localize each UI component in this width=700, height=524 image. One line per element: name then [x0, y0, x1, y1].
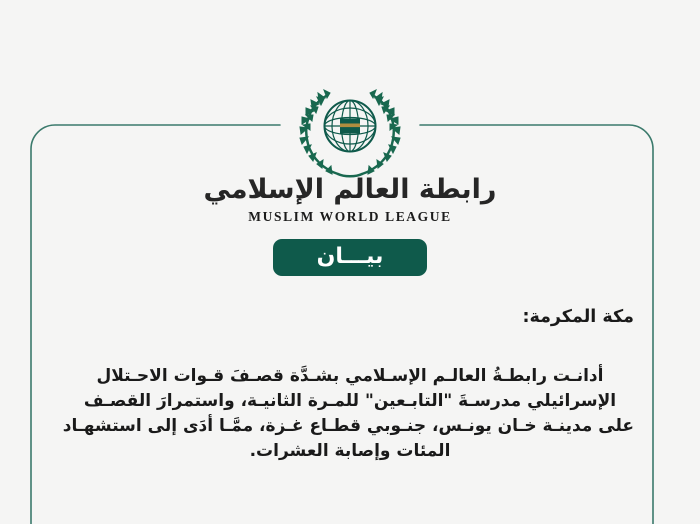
- wordmark-arabic: رابطة العالم الإسلامي: [203, 174, 497, 205]
- paragraph-line-2: الإسرائيلي مدرسـةَ "التابـعين" للمـرة الثانيـة، واستمرارَ القصـف: [83, 390, 617, 411]
- dateline: مكة المكرمة:: [522, 307, 634, 327]
- banner-row: [0, 239, 700, 276]
- emblem-container: [0, 82, 700, 183]
- kaaba-icon: [340, 119, 360, 134]
- statement-paragraph: [62, 364, 634, 464]
- paragraph-line-3: على مدينـة خـان يونـس، جنـوبي قطـاع غـزة، ممَّـا أدَى إلى استشهـاد: [62, 415, 634, 436]
- statement-body: [62, 305, 634, 464]
- paragraph-line-4: المئات وإصابة العشرات.: [249, 440, 451, 461]
- paragraph-line-1: أدانـت رابطـةُ العالـم الإسـلامي بشـدَّة قصـفَ قـوات الاحـتلال: [96, 365, 604, 386]
- wordmark-english: MUSLIM WORLD LEAGUE: [248, 209, 452, 225]
- wordmark: [0, 176, 700, 225]
- statement-banner: بيـــان: [273, 239, 427, 276]
- muslim-world-league-emblem-icon: [298, 82, 402, 178]
